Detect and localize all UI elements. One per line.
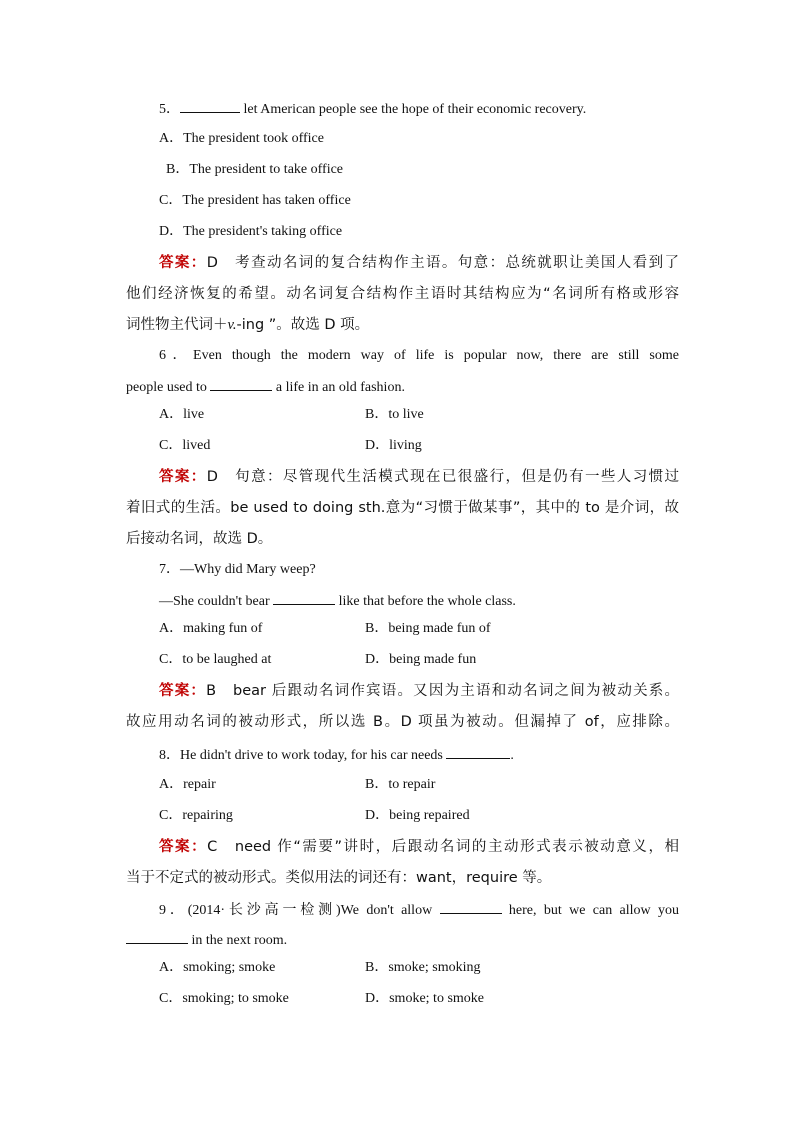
q9-blank-2[interactable] (126, 930, 188, 944)
q9-option-b[interactable]: B．smoke; smoking (365, 960, 481, 975)
q7-stem-line2: —She couldn't bear like that before the whole class. (159, 591, 516, 611)
q7-option-b[interactable]: B．being made fun of (365, 621, 491, 636)
q5-stem: 5． let American people see the hope of their economic recovery. (159, 99, 586, 119)
q8-option-d[interactable]: D．being repaired (365, 808, 470, 823)
q9-blank-1[interactable] (440, 900, 502, 914)
q5-option-b[interactable]: B．The president to take office (166, 162, 344, 177)
q5-answer-line1: 答案：D 考查动名词的复合结构作主语。句意：总统就职让美国人看到了 (159, 255, 679, 271)
q5-option-a[interactable]: A．The president took office (159, 131, 324, 146)
q7-stem-line1: 7．—Why did Mary weep? (159, 562, 316, 577)
q7-option-c[interactable]: C．to be laughed at (159, 652, 272, 667)
q6-blank[interactable] (210, 377, 272, 391)
answer-label: 答案： (159, 469, 207, 485)
q8-blank[interactable] (446, 745, 510, 759)
q6-answer-line3: 后接动名词，故选 D。 (126, 531, 273, 547)
q6-stem-line1: 6．Even though the modern way of life is popular now, there are still some (159, 348, 679, 363)
q6-option-d[interactable]: D．living (365, 438, 422, 453)
q8-answer-line1: 答案：C need 作“需要”讲时，后跟动名词的主动形式表示被动意义，相 (159, 839, 680, 855)
answer-label: 答案： (159, 683, 207, 699)
q9-option-c[interactable]: C．smoking; to smoke (159, 991, 289, 1006)
q8-stem: 8．He didn't drive to work today, for his car needs . (159, 745, 514, 765)
answer-label: 答案： (159, 839, 208, 855)
q6-answer-line1: 答案：D 句意：尽管现代生活模式现在已很盛行，但是仍有一些人习惯过 (159, 469, 679, 485)
q8-answer-line2: 当于不定式的被动形式。类似用法的词还有：want，require 等。 (126, 870, 552, 886)
q7-option-a[interactable]: A．making fun of (159, 621, 263, 636)
q5-option-d[interactable]: D．The president's taking office (159, 224, 343, 239)
q7-answer-line1: 答案：B bear 后跟动名词作宾语。又因为主语和动名词之间为被动关系。 (159, 683, 680, 699)
q7-blank[interactable] (273, 591, 335, 605)
q5-answer-line2: 他们经济恢复的希望。动名词复合结构作主语时其结构应为“名词所有格或形容 (126, 286, 679, 302)
q6-option-b[interactable]: B．to live (365, 407, 424, 422)
q7-option-d[interactable]: D．being made fun (365, 652, 477, 667)
q8-option-a[interactable]: A．repair (159, 777, 216, 792)
q9-stem-line1: 9．(2014·长沙高一检测)We don't allow here, but we can allow you (159, 900, 679, 920)
q6-stem-line2: people used to a life in an old fashion. (126, 377, 405, 397)
q6-option-a[interactable]: A．live (159, 407, 205, 422)
answer-label: 答案： (159, 255, 207, 271)
q9-stem-line2: in the next room. (126, 930, 287, 950)
q8-option-b[interactable]: B．to repair (365, 777, 436, 792)
q5-option-c[interactable]: C．The president has taken office (159, 193, 351, 208)
q8-option-c[interactable]: C．repairing (159, 808, 233, 823)
q9-option-a[interactable]: A．smoking; smoke (159, 960, 276, 975)
q6-option-c[interactable]: C．lived (159, 438, 211, 453)
q5-answer-line3: 词性物主代词＋v.-ing ”。故选 D 项。 (126, 317, 370, 333)
q6-answer-line2: 着旧式的生活。be used to doing sth.意为“习惯于做某事”，其中的 to 是介词，故 (126, 500, 679, 516)
q9-option-d[interactable]: D．smoke; to smoke (365, 991, 484, 1006)
q7-answer-line2: 故应用动名词的被动形式，所以选 B。D 项虽为被动。但漏掉了 of，应排除。 (126, 714, 679, 730)
q5-blank[interactable] (180, 99, 240, 113)
